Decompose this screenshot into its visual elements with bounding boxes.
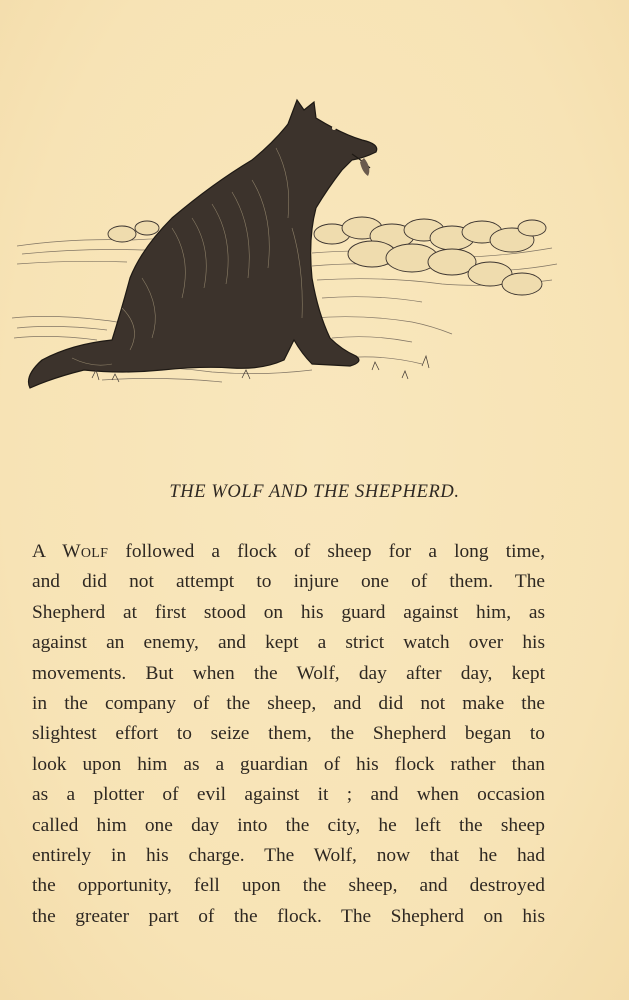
- text-line: as a plotter of evil against it ; and when occasion: [32, 784, 545, 806]
- text-line: slightest effort to seize them, the Shepherd began to: [32, 723, 545, 745]
- opening-words: A Wolf: [32, 541, 109, 562]
- story-body: [32, 537, 545, 932]
- text-line: the opportunity, fell upon the sheep, and destroyed: [32, 875, 545, 897]
- wolf-figure: [29, 100, 377, 388]
- text-line: movements. But when the Wolf, day after day, kept: [32, 662, 545, 684]
- text-line: entirely in his charge. The Wolf, now that he had: [32, 845, 545, 867]
- text-line: look upon him as a guardian of his flock rather than: [32, 753, 545, 775]
- text-line: in the company of the sheep, and did not make the: [32, 693, 545, 715]
- text-line: the greater part of the flock. The Shepherd on his: [32, 905, 545, 927]
- text-line: against an enemy, and kept a strict watch over his: [32, 632, 545, 654]
- text-line: called him one day into the city, he left the sheep: [32, 814, 545, 836]
- text-line: and did not attempt to injure one of them. The: [32, 571, 545, 593]
- text-line: Shepherd at first stood on his guard against him, as: [32, 601, 545, 623]
- wolf-illustration: [12, 88, 572, 398]
- text-line: A Wolf followed a flock of sheep for a long time,: [32, 541, 546, 562]
- story-title: THE WOLF AND THE SHEPHERD.: [169, 482, 460, 502]
